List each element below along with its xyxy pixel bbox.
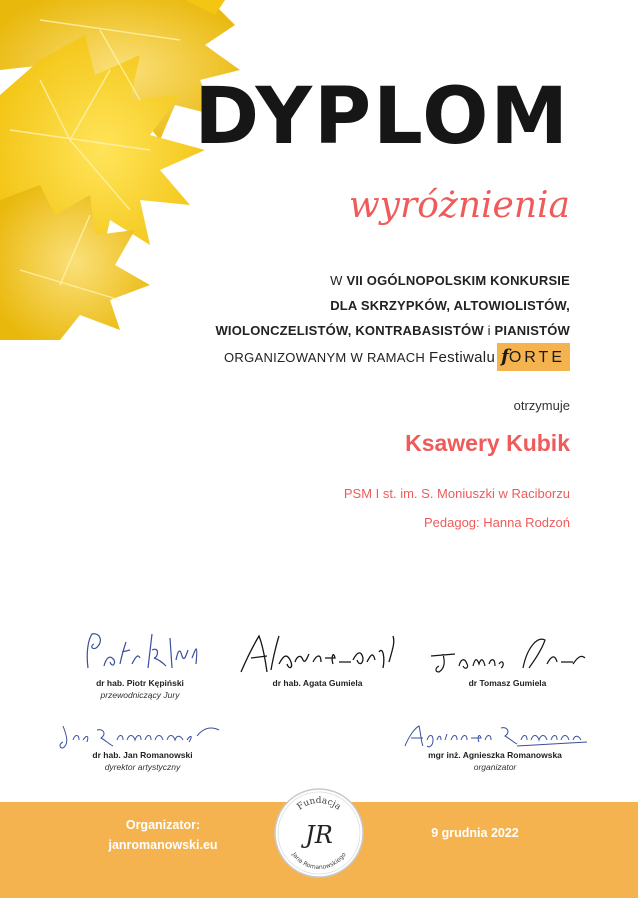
signature-1-role: przewodniczący Jury [100,690,180,700]
seal-top-text: Fundacja [295,795,343,813]
contest-line-4-text: ORGANIZOWANYM W RAMACH [223,350,426,365]
signature-2-name: dr hab. Agata Gumiela [272,678,363,688]
recipient-name: Ksawery Kubik [405,430,570,456]
diploma-date: 9 grudnia 2022 [431,826,519,840]
festival-word: Festiwalu [429,349,496,366]
diploma-subtitle: wyróżnienia [348,185,570,226]
contest-line-3-and: i [487,323,491,338]
forte-logo [497,343,570,371]
handwritten-signature-3 [423,628,593,678]
signature-4-role: dyrektor artystyczny [104,762,181,772]
contest-line-3 [215,318,570,343]
recipient-school: PSM I st. im. S. Moniuszki w Raciborzu [343,486,570,501]
contest-line-4 [215,343,570,371]
organizer-label: Organizator: [125,818,201,832]
contest-line-3-a: WIOLONCZELISTÓW, KONTRABASISTÓW [215,323,484,338]
signature-5-name: mgr inż. Agnieszka Romanowska [428,750,562,760]
handwritten-signature-1 [70,628,210,678]
signature-1-name: dr hab. Piotr Kępiński [96,678,184,688]
handwritten-signature-5 [397,718,593,750]
signature-block-2 [230,628,405,689]
signature-block-3 [420,628,595,689]
organizer-website-link[interactable]: janromanowski.eu [108,838,218,852]
contest-line-2: DLA SKRZYPKÓW, ALTOWIOLISTÓW, [330,298,570,313]
handwritten-signature-2 [233,628,403,678]
foundation-seal-logo [273,787,365,879]
contest-line-3-b: PIANISTÓW [494,323,570,338]
contest-line-1-prefix: W [330,273,343,288]
recipient-teacher: Pedagog: Hanna Rodzoń [423,515,570,530]
signature-block-5 [395,718,595,773]
diploma-title: DYPLOM [194,72,570,162]
organizer-block [88,815,238,855]
contest-line-1-bold: VII OGÓLNOPOLSKIM KONKURSIE [346,273,570,288]
signature-block-4 [50,718,235,773]
receives-label: otrzymuje [513,398,570,413]
signature-3-name: dr Tomasz Gumiela [468,678,547,688]
signature-block-1 [60,628,220,701]
signature-4-name: dr hab. Jan Romanowski [92,750,193,760]
contest-line-1 [215,268,570,293]
forte-f: f [501,346,509,367]
signature-5-role: organizator [473,762,517,772]
handwritten-signature-4 [53,718,233,750]
forte-rest: ORTE [508,349,565,366]
seal-bottom-text: Jana Romanowskiego [290,851,348,872]
contest-description [215,268,570,371]
seal-monogram: JR [305,821,333,849]
